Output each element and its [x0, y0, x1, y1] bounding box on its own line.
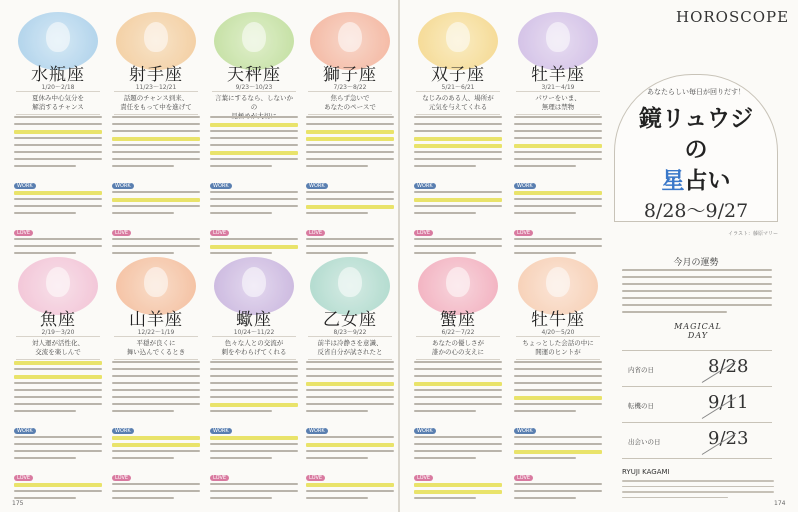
- sign-card-scorpio: [206, 255, 302, 505]
- love-label: LOVE: [210, 230, 229, 236]
- sign-name: 水瓶座: [31, 65, 85, 85]
- magical-day-date: 8/28: [708, 356, 749, 377]
- illustration-credit: イラスト：藤原マリー: [728, 231, 778, 237]
- sign-dates: 12/22〜1/19: [137, 329, 175, 336]
- love-label: LOVE: [514, 475, 533, 481]
- sign-card-capricorn: [108, 255, 204, 505]
- sign-tagline: ちょっとした会話の中に 開運のヒントが: [516, 336, 600, 360]
- sign-card-aquarius: [10, 10, 106, 260]
- feature-title: 鏡リュウジ の 星占い: [638, 105, 754, 194]
- sign-dates: 10/24〜11/22: [233, 329, 275, 336]
- sign-tagline: 話題のチャンス到来、 責任をもって中を進げて: [114, 91, 198, 115]
- sign-dates: 7/23〜8/22: [333, 84, 367, 91]
- magical-day-row: [622, 353, 772, 387]
- sign-tagline: あなたの優しさが 誰かの心の支えに: [416, 336, 500, 360]
- magical-day-heading: MAGICAL DAY: [674, 322, 722, 340]
- magical-day-label: 内省の日: [628, 366, 654, 374]
- sign-name: 双子座: [431, 65, 485, 85]
- work-label: WORK: [14, 183, 36, 189]
- sign-card-cancer: [410, 255, 506, 505]
- sign-name: 天秤座: [227, 65, 281, 85]
- sign-tagline: 対人運が活性化、 交流を楽しんで: [16, 336, 100, 360]
- sign-name: 蟹座: [440, 310, 476, 330]
- sign-body-text: [514, 361, 602, 501]
- sign-card-libra: [206, 10, 302, 260]
- sign-card-taurus: [510, 255, 606, 505]
- page-number-left: 175: [12, 500, 24, 507]
- work-label: WORK: [210, 428, 232, 434]
- sign-card-virgo: [302, 255, 398, 505]
- sign-body-text: [306, 361, 394, 501]
- sign-body-text: [514, 116, 602, 256]
- horoscope-period: 8/28〜9/27: [643, 200, 749, 222]
- sign-tagline: 夏休み中心気分を 解消するチャンス: [16, 91, 100, 115]
- love-label: LOVE: [414, 475, 433, 481]
- sign-body-text: [210, 116, 298, 256]
- sign-name: 魚座: [40, 310, 76, 330]
- sign-body-text: [112, 361, 200, 501]
- work-label: WORK: [306, 428, 328, 434]
- sign-dates: 9/23〜10/23: [235, 84, 273, 91]
- page-spine: [398, 0, 400, 512]
- magical-day-label: 転機の日: [628, 402, 654, 410]
- sign-dates: 3/21〜4/19: [541, 84, 575, 91]
- love-label: LOVE: [14, 230, 33, 236]
- sign-body-text: [210, 361, 298, 501]
- sign-dates: 6/22〜7/22: [441, 329, 475, 336]
- sign-tagline: パワーをいま、 無理は禁物: [516, 91, 600, 115]
- monthly-fortune-text: [622, 269, 772, 318]
- sign-dates: 4/20〜5/20: [541, 329, 575, 336]
- love-label: LOVE: [414, 230, 433, 236]
- sign-name: 蠍座: [236, 310, 272, 330]
- magical-day-label: 出会いの日: [628, 438, 661, 446]
- sign-tagline: 焦らず急いで あなたのペースで: [308, 91, 392, 115]
- sign-card-gemini: [410, 10, 506, 260]
- magical-day-date: 9/11: [708, 392, 749, 413]
- sign-name: 牡羊座: [531, 65, 585, 85]
- divider: [622, 350, 772, 351]
- love-label: LOVE: [306, 475, 325, 481]
- sign-name: 山羊座: [129, 310, 183, 330]
- feature-subtitle: あなたらしい毎日が回りだす！: [647, 88, 745, 96]
- work-label: WORK: [210, 183, 232, 189]
- love-label: LOVE: [14, 475, 33, 481]
- monthly-fortune-heading: 今月の運勢: [622, 255, 770, 271]
- author-name: RYUJI KAGAMI: [622, 468, 670, 476]
- sign-dates: 11/23〜12/21: [135, 84, 177, 91]
- love-label: LOVE: [210, 475, 229, 481]
- author-bio: [622, 480, 774, 502]
- sign-tagline: なじみのある人、場所が 元気を与えてくれる: [416, 91, 500, 115]
- sign-tagline: 平穏が良くに 舞い込んでくるとき: [114, 336, 198, 360]
- work-label: WORK: [112, 183, 134, 189]
- sign-name: 射手座: [129, 65, 183, 85]
- work-label: WORK: [514, 183, 536, 189]
- sign-name: 牡牛座: [531, 310, 585, 330]
- page-number-right: 174: [774, 500, 786, 507]
- sign-dates: 1/20〜2/18: [41, 84, 75, 91]
- sign-dates: 2/19〜3/20: [41, 329, 75, 336]
- sign-card-aries: [510, 10, 606, 260]
- love-label: LOVE: [112, 230, 131, 236]
- sign-name: 獅子座: [323, 65, 377, 85]
- work-label: WORK: [514, 428, 536, 434]
- work-label: WORK: [414, 183, 436, 189]
- sign-dates: 8/23〜9/22: [333, 329, 367, 336]
- work-label: WORK: [14, 428, 36, 434]
- love-label: LOVE: [306, 230, 325, 236]
- sign-dates: 5/21〜6/21: [441, 84, 475, 91]
- sign-tagline: 言葉にするなら、しないかの: [212, 91, 296, 124]
- sign-tagline: 色々な人との交流が 刺をやわらげてくれる: [212, 336, 296, 360]
- magical-day-row: [622, 389, 772, 423]
- sign-body-text: [14, 361, 102, 501]
- sign-tagline: 前半は冷静さを意識、 反省自分が試されたと: [308, 336, 392, 360]
- sign-body-text: [414, 116, 502, 256]
- sign-card-leo: [302, 10, 398, 260]
- work-label: WORK: [414, 428, 436, 434]
- sign-body-text: [306, 116, 394, 256]
- work-label: WORK: [112, 428, 134, 434]
- work-label: WORK: [306, 183, 328, 189]
- sign-card-sagittarius: [108, 10, 204, 260]
- sign-body-text: [112, 116, 200, 256]
- section-header: HOROSCOPE: [676, 8, 790, 26]
- sign-card-pisces: [10, 255, 106, 505]
- sign-body-text: [414, 361, 502, 501]
- magical-day-row: [622, 425, 772, 459]
- love-label: LOVE: [112, 475, 131, 481]
- sign-body-text: [14, 116, 102, 256]
- magical-day-date: 9/23: [708, 428, 749, 449]
- love-label: LOVE: [514, 230, 533, 236]
- sign-name: 乙女座: [323, 310, 377, 330]
